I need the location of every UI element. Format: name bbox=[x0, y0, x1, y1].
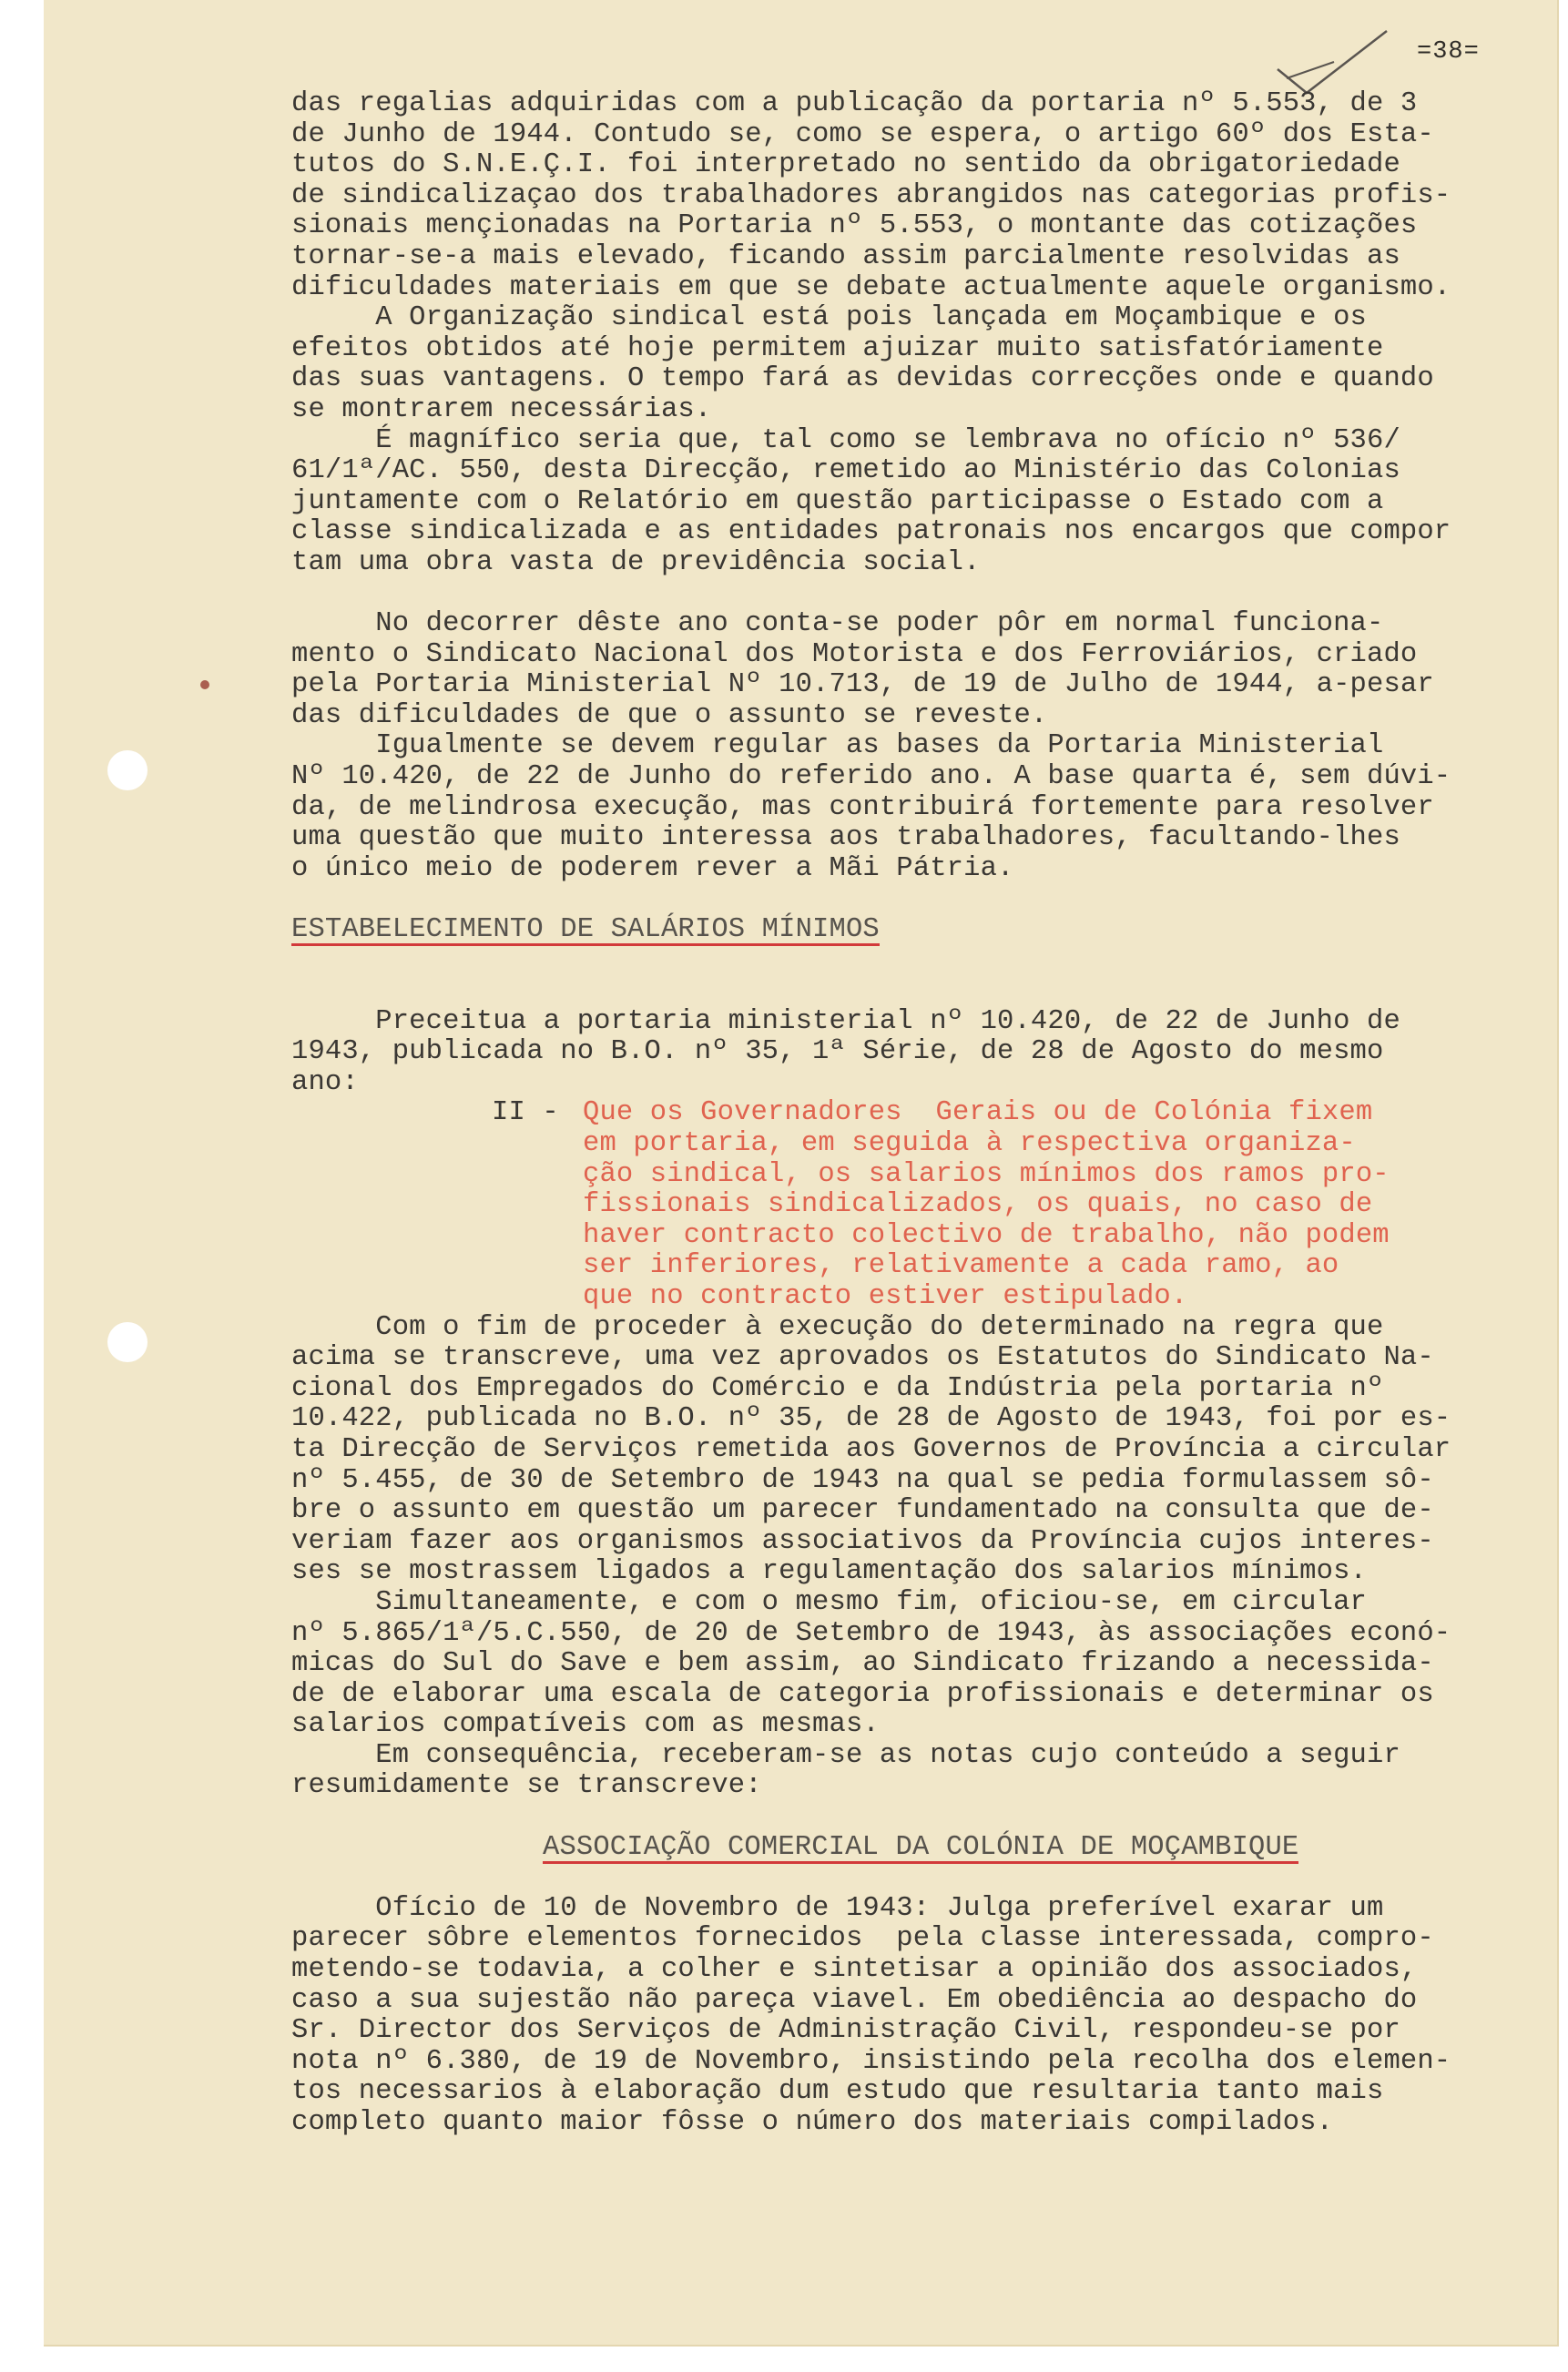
text-line: Sr. Director dos Serviços de Administração Civil, respondeu-se por bbox=[291, 2015, 1400, 2047]
quoted-clause bbox=[492, 1097, 1548, 1312]
punch-hole-top bbox=[107, 750, 148, 790]
text-line: nº 5.455, de 30 de Setembro de 1943 na qual se pedia formulassem sô- bbox=[291, 1464, 1434, 1496]
text-line: ano: bbox=[291, 1066, 359, 1098]
text-line: das suas vantagens. O tempo fará as devidas correcções onde e quando bbox=[291, 363, 1434, 395]
text-line: pela Portaria Ministerial Nº 10.713, de 19 de Julho de 1944, a-pesar bbox=[291, 669, 1434, 701]
text-line: Em consequência, receberam-se as notas cujo conteúdo a seguir bbox=[291, 1739, 1400, 1771]
text-line: metendo-se todavia, a colher e sintetisar a opinião dos associados, bbox=[291, 1954, 1418, 1986]
text-line: Igualmente se devem regular as bases da Portaria Ministerial bbox=[291, 730, 1384, 762]
text-line: da, de melindrosa execução, mas contribuirá fortemente para resolver bbox=[291, 791, 1434, 823]
text-line: 1943, publicada no B.O. nº 35, 1ª Série, de 28 de Agosto do mesmo bbox=[291, 1036, 1384, 1068]
text-line: de Junho de 1944. Contudo se, como se espera, o artigo 60º dos Esta- bbox=[291, 118, 1434, 150]
text-line: Simultaneamente, e com o mesmo fim, oficiou-se, em circular bbox=[291, 1586, 1367, 1618]
text-line: haver contracto colectivo de trabalho, não podem bbox=[583, 1219, 1390, 1251]
text-line: ta Direcção de Serviços remetida aos Governos de Província a circular bbox=[291, 1433, 1451, 1465]
text-line: veriam fazer aos organismos associativos da Província cujos interes- bbox=[291, 1525, 1434, 1557]
text-line: Com o fim de proceder à execução do determinado na regra que bbox=[291, 1311, 1384, 1343]
punch-hole-bottom bbox=[107, 1322, 148, 1362]
text-line: parecer sôbre elementos fornecidos pela classe interessada, compro- bbox=[291, 1923, 1434, 1955]
text-line: nota nº 6.380, de 19 de Novembro, insistindo pela recolha dos elemen- bbox=[291, 2045, 1451, 2077]
text-line: Nº 10.420, de 22 de Junho do referido ano. A base quarta é, sem dúvi- bbox=[291, 761, 1451, 793]
text-line: tos necessarios à elaboração dum estudo que resultaria tanto mais bbox=[291, 2076, 1384, 2108]
text-line: que no contracto estiver estipulado. bbox=[583, 1280, 1188, 1312]
document-body bbox=[291, 89, 1548, 2139]
text-line: micas do Sul do Save e bem assim, ao Sindicato frizando a necessida- bbox=[291, 1648, 1434, 1680]
paragraph-block-5 bbox=[291, 1894, 1548, 2139]
paragraph-block-3 bbox=[291, 1007, 1548, 1099]
heading-associacao-comercial: ASSOCIAÇÃO COMERCIAL DA COLÓNIA DE MOÇAMBIQUE bbox=[543, 1831, 1299, 1863]
text-line: Que os Governadores Gerais ou de Colónia fixem bbox=[583, 1097, 1373, 1129]
text-line: tutos do S.N.E.Ç.I. foi interpretado no sentido da obrigatoriedade bbox=[291, 149, 1400, 181]
text-line: dificuldades materiais em que se debate actualmente aquele organismo. bbox=[291, 271, 1451, 303]
text-line: ser inferiores, relativamente a cada ramo, ao bbox=[583, 1250, 1339, 1282]
text-line: se montrarem necessárias. bbox=[291, 393, 712, 425]
text-line: É magnífico seria que, tal como se lembrava no ofício nº 536/ bbox=[291, 424, 1400, 456]
text-line: das dificuldades de que o assunto se reveste. bbox=[291, 699, 1048, 731]
ink-spot bbox=[200, 680, 209, 689]
text-line: fissionais sindicalizados, os quais, no caso de bbox=[583, 1189, 1373, 1221]
text-line: cional dos Empregados do Comércio e da Indústria pela portaria nº bbox=[291, 1372, 1384, 1404]
text-line: salarios compatíveis com as mesmas. bbox=[291, 1709, 880, 1741]
text-line: em portaria, em seguida à respectiva organiza- bbox=[583, 1128, 1356, 1159]
text-line: de de elaborar uma escala de categoria profissionais e determinar os bbox=[291, 1678, 1434, 1710]
text-line: caso a sua sujestão não pareça viavel. Em obediência ao despacho do bbox=[291, 1984, 1418, 2016]
text-line: uma questão que muito interessa aos trabalhadores, facultando-lhes bbox=[291, 822, 1400, 854]
text-line: tornar-se-a mais elevado, ficando assim parcialmente resolvidas as bbox=[291, 240, 1400, 272]
paragraph-block-4 bbox=[291, 1313, 1548, 1803]
text-line: sionais mençionadas na Portaria nº 5.553, o montante das cotizações bbox=[291, 210, 1418, 242]
clause-marker: II - bbox=[492, 1097, 559, 1129]
text-line: resumidamente se transcreve: bbox=[291, 1770, 762, 1802]
text-line: Preceitua a portaria ministerial nº 10.420, de 22 de Junho de bbox=[291, 1005, 1400, 1037]
text-line: A Organização sindical está pois lançada em Moçambique e os bbox=[291, 302, 1367, 334]
text-line: Ofício de 10 de Novembro de 1943: Julga preferível exarar um bbox=[291, 1892, 1384, 1924]
text-line: o único meio de poderem rever a Mãi Pátria. bbox=[291, 852, 1014, 884]
text-line: juntamente com o Relatório em questão participasse o Estado com a bbox=[291, 485, 1384, 517]
text-line: 61/1ª/AC. 550, desta Direcção, remetido ao Ministério das Colonias bbox=[291, 455, 1400, 487]
text-line: bre o assunto em questão um parecer fundamentado na consulta que de- bbox=[291, 1495, 1434, 1527]
text-line: mento o Sindicato Nacional dos Motorista e dos Ferroviários, criado bbox=[291, 638, 1418, 670]
text-line: ses se mostrassem ligados a regulamentação dos salarios mínimos. bbox=[291, 1556, 1367, 1588]
text-line: acima se transcreve, uma vez aprovados os Estatutos do Sindicato Na- bbox=[291, 1342, 1434, 1374]
page-number: =38= bbox=[1417, 38, 1480, 66]
paragraph-block-1 bbox=[291, 89, 1548, 579]
text-line: ção sindical, os salarios mínimos dos ramos pro- bbox=[583, 1158, 1390, 1190]
text-line: nº 5.865/1ª/5.C.550, de 20 de Setembro de 1943, às associações econó- bbox=[291, 1617, 1451, 1649]
text-line: de sindicalizaçao dos trabalhadores abrangidos nas categorias profis- bbox=[291, 179, 1451, 211]
text-line: tam uma obra vasta de previdência social. bbox=[291, 546, 981, 578]
text-line: No decorrer dêste ano conta-se poder pôr em normal funciona- bbox=[291, 608, 1384, 640]
heading-salarios-minimos: ESTABELECIMENTO DE SALÁRIOS MÍNIMOS bbox=[291, 914, 880, 946]
paragraph-block-2 bbox=[291, 609, 1548, 884]
text-line: efeitos obtidos até hoje permitem ajuizar muito satisfatóriamente bbox=[291, 332, 1384, 364]
text-line: classe sindicalizada e as entidades patronais nos encargos que compor bbox=[291, 516, 1451, 548]
text-line: 10.422, publicada no B.O. nº 35, de 28 de Agosto de 1943, foi por es- bbox=[291, 1403, 1451, 1435]
text-line: das regalias adquiridas com a publicação da portaria nº 5.553, de 3 bbox=[291, 88, 1418, 119]
text-line: completo quanto maior fôsse o número dos materiais compilados. bbox=[291, 2107, 1334, 2138]
